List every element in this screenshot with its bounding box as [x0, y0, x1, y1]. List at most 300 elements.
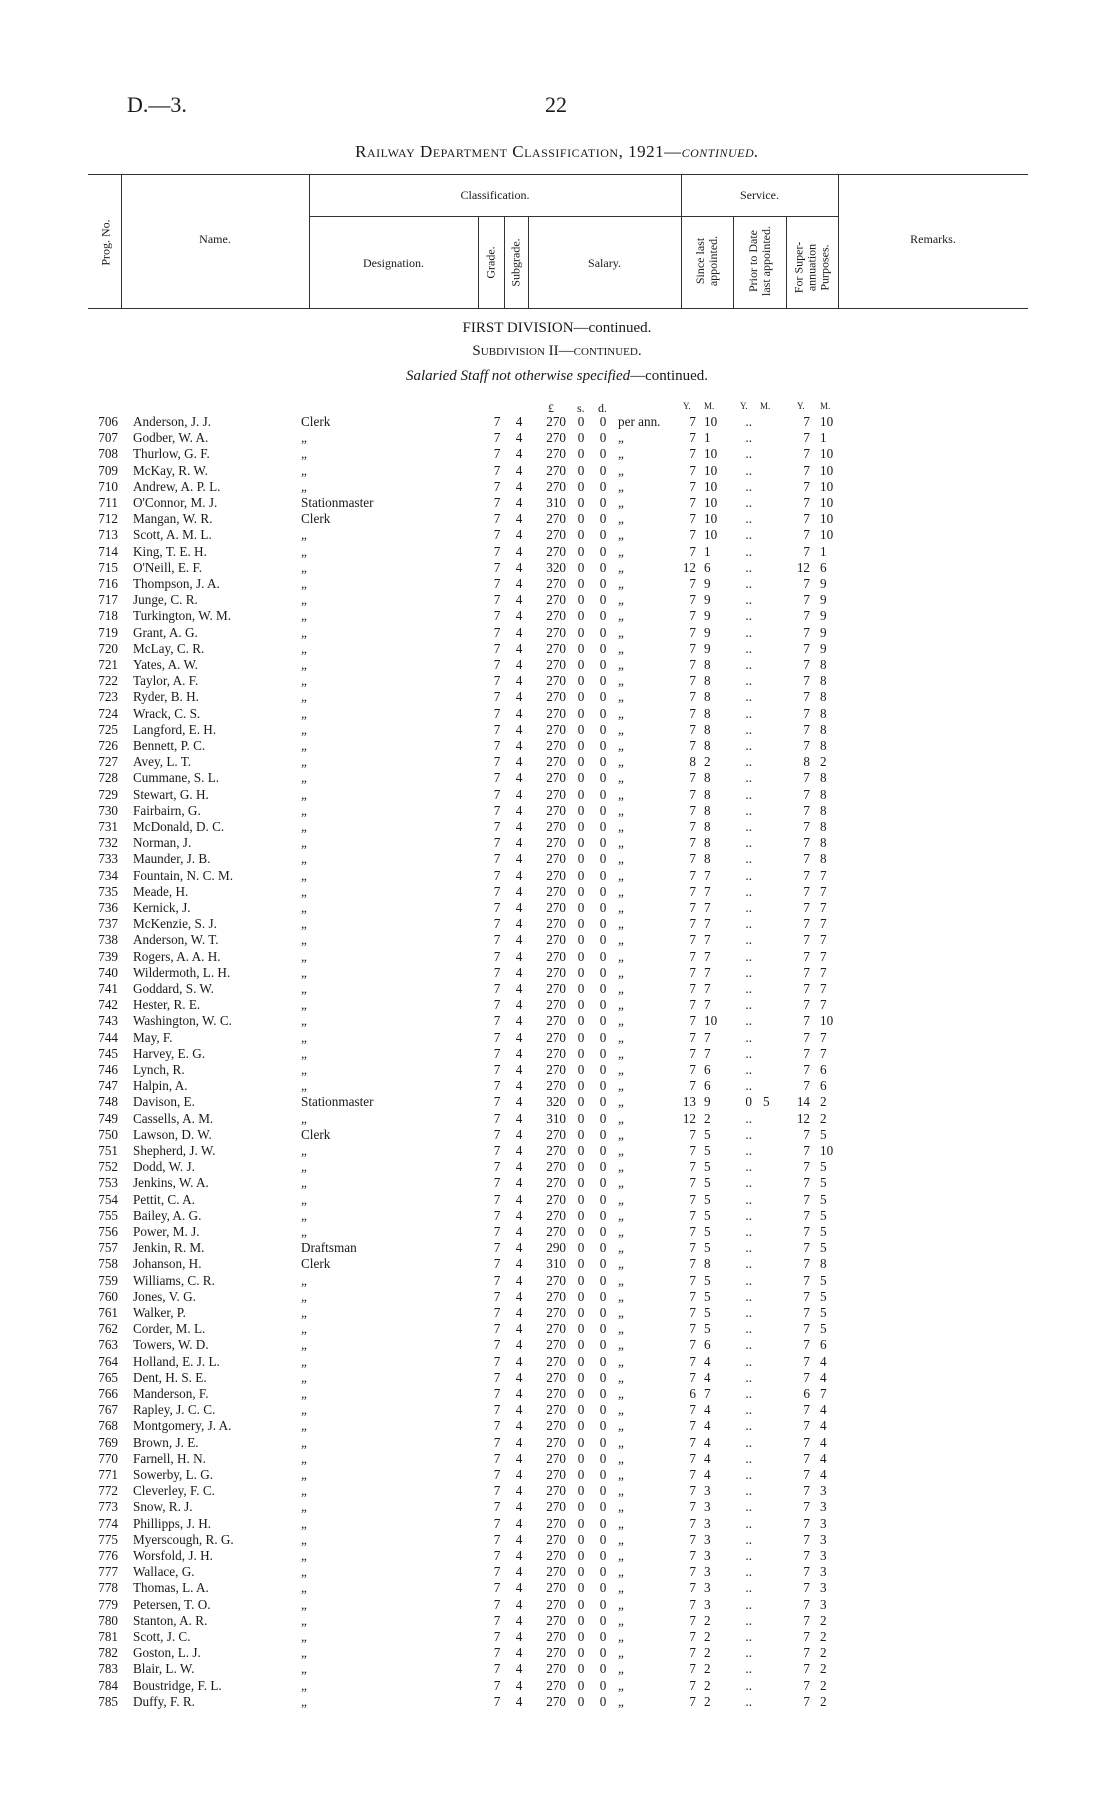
grade: 7	[493, 1256, 501, 1272]
super-months: 5	[820, 1272, 827, 1288]
salary-period: „	[618, 495, 624, 510]
since-months: 6	[704, 1337, 711, 1353]
divider-since	[733, 216, 734, 308]
prior-years: ..	[745, 511, 752, 527]
salary-pounds: 270	[546, 1580, 566, 1596]
prior-years: ..	[745, 1661, 752, 1677]
since-months: 5	[704, 1321, 711, 1337]
salary-pence: 0	[599, 705, 607, 721]
prog-no: 777	[98, 1564, 118, 1580]
grade: 7	[493, 1224, 501, 1239]
table-row	[0, 770, 1114, 786]
salary-shillings: 0	[577, 1013, 585, 1029]
super-months: 3	[820, 1596, 827, 1612]
grade: 7	[493, 1159, 501, 1175]
prog-no: 740	[98, 964, 118, 980]
subgrade: 4	[515, 1645, 523, 1661]
staff-name: Avey, L. T.	[133, 754, 192, 770]
designation: Clerk	[301, 1256, 331, 1272]
salary-shillings: 0	[577, 1045, 585, 1061]
table-row	[0, 1046, 1114, 1062]
since-months: 3	[704, 1548, 711, 1563]
prog-no: 711	[98, 495, 118, 510]
since-months: 5	[704, 1175, 711, 1191]
salary-period: „	[618, 689, 624, 705]
staff-name: Walker, P.	[133, 1305, 186, 1320]
staff-name: Scott, J. C.	[133, 1629, 191, 1644]
prior-years: 0	[745, 1094, 752, 1110]
since-months: 5	[704, 1272, 711, 1288]
salary-pence: 0	[599, 1191, 607, 1207]
salary-pence: 0	[599, 1580, 607, 1596]
super-years: 7	[803, 478, 810, 494]
title-continued: continued.	[681, 142, 759, 161]
super-months: 2	[820, 1677, 827, 1693]
table-row	[0, 1386, 1114, 1402]
staff-name: Blair, L. W.	[133, 1661, 195, 1677]
prog-no: 745	[98, 1045, 118, 1061]
prior-years: ..	[745, 414, 752, 429]
salary-pence: 0	[599, 478, 607, 494]
designation: „	[301, 592, 307, 608]
subgrade: 4	[515, 867, 523, 883]
header-for-super-text: For Super-annuation Purposes.	[791, 241, 832, 294]
subgrade: 4	[515, 835, 523, 851]
grade: 7	[493, 1645, 501, 1661]
super-years: 14	[796, 1094, 810, 1110]
prior-years: ..	[745, 1467, 752, 1482]
subgrade: 4	[515, 1110, 523, 1126]
super-months: 5	[820, 1240, 827, 1256]
super-years: 7	[803, 1029, 810, 1045]
salary-pence: 0	[599, 1207, 607, 1223]
table-row	[0, 1532, 1114, 1548]
since-years: 7	[689, 1191, 696, 1207]
prog-no: 707	[98, 430, 118, 446]
super-months: 2	[820, 1645, 827, 1661]
prior-years: ..	[745, 867, 752, 883]
super-years: 7	[803, 1450, 810, 1466]
salary-shillings: 0	[577, 640, 585, 656]
super-years: 7	[803, 592, 810, 608]
salary-shillings: 0	[577, 1564, 585, 1580]
salary-period: „	[618, 997, 624, 1013]
salary-pence: 0	[599, 997, 607, 1013]
super-years: 7	[803, 1580, 810, 1596]
salary-shillings: 0	[577, 1386, 585, 1401]
table-row	[0, 1030, 1114, 1046]
prog-no: 737	[98, 916, 118, 932]
subgrade: 4	[515, 1418, 523, 1434]
salary-shillings: 0	[577, 867, 585, 883]
salary-pounds: 270	[546, 1499, 566, 1515]
since-years: 7	[689, 721, 696, 737]
salary-period: „	[618, 1045, 624, 1061]
super-years: 8	[803, 754, 810, 770]
table-row	[0, 754, 1114, 770]
prog-no: 746	[98, 1062, 118, 1077]
staff-name: Myerscough, R. G.	[133, 1531, 234, 1547]
grade: 7	[493, 786, 501, 802]
designation: „	[301, 657, 307, 672]
staff-name: McDonald, D. C.	[133, 819, 225, 834]
salary-pence: 0	[599, 414, 607, 429]
since-months: 5	[704, 1288, 711, 1304]
unit-months-super: M.	[820, 401, 831, 411]
table-row	[0, 1694, 1114, 1710]
since-months: 9	[704, 576, 711, 591]
grade: 7	[493, 835, 501, 851]
salary-period: „	[618, 1094, 624, 1110]
prior-years: ..	[745, 786, 752, 802]
designation: „	[301, 478, 307, 494]
prior-years: ..	[745, 1515, 752, 1531]
salary-pounds: 270	[546, 1207, 566, 1223]
salary-shillings: 0	[577, 705, 585, 721]
since-years: 7	[689, 1661, 696, 1677]
super-months: 7	[820, 916, 827, 932]
salary-pence: 0	[599, 657, 607, 672]
since-months: 5	[704, 1159, 711, 1175]
designation: „	[301, 1386, 307, 1401]
prior-years: ..	[745, 1596, 752, 1612]
designation: „	[301, 1580, 307, 1596]
salary-period: „	[618, 559, 624, 575]
since-months: 9	[704, 608, 711, 624]
prior-years: ..	[745, 559, 752, 575]
salary-pence: 0	[599, 916, 607, 932]
salary-pence: 0	[599, 1045, 607, 1061]
prior-years: ..	[745, 705, 752, 721]
salary-period: „	[618, 430, 624, 446]
salary-shillings: 0	[577, 883, 585, 899]
subgrade: 4	[515, 527, 523, 543]
since-months: 8	[704, 705, 711, 721]
prior-years: ..	[745, 576, 752, 591]
unit-pound: £	[548, 401, 554, 415]
salary-period: „	[618, 802, 624, 818]
since-months: 4	[704, 1434, 711, 1450]
designation: „	[301, 446, 307, 462]
super-months: 10	[820, 527, 834, 543]
prog-no: 772	[98, 1483, 118, 1499]
prior-years: ..	[745, 1548, 752, 1563]
salary-shillings: 0	[577, 1450, 585, 1466]
since-years: 7	[689, 446, 696, 462]
subgrade: 4	[515, 981, 523, 996]
super-years: 7	[803, 1612, 810, 1628]
salary-period: „	[618, 1645, 624, 1661]
prior-years: ..	[745, 495, 752, 510]
since-years: 7	[689, 819, 696, 834]
salary-pounds: 270	[546, 1450, 566, 1466]
prog-no: 728	[98, 770, 118, 786]
salary-shillings: 0	[577, 1272, 585, 1288]
super-months: 7	[820, 883, 827, 899]
prog-no: 763	[98, 1337, 118, 1353]
header-designation: Designation.	[363, 256, 424, 270]
prior-years: ..	[745, 1175, 752, 1191]
prior-years: ..	[745, 997, 752, 1013]
designation: Clerk	[301, 511, 331, 527]
since-years: 7	[689, 1143, 696, 1158]
designation: „	[301, 1645, 307, 1661]
subgrade: 4	[515, 1434, 523, 1450]
designation: „	[301, 948, 307, 964]
staff-name: Rogers, A. A. H.	[133, 948, 221, 964]
designation: „	[301, 1305, 307, 1320]
salary-shillings: 0	[577, 851, 585, 867]
unit-shillings: s.	[577, 401, 585, 415]
table-row	[0, 1337, 1114, 1353]
super-months: 8	[820, 786, 827, 802]
staff-name: Bennett, P. C.	[133, 738, 206, 753]
page-number: 22	[545, 92, 567, 117]
prog-no: 730	[98, 802, 118, 818]
salary-period: „	[618, 1256, 624, 1272]
super-months: 8	[820, 802, 827, 818]
salary-pence: 0	[599, 1612, 607, 1628]
super-years: 7	[803, 462, 810, 478]
staff-name: Manderson, F.	[133, 1386, 209, 1401]
prior-years: ..	[745, 1645, 752, 1661]
super-months: 4	[820, 1450, 827, 1466]
since-years: 7	[689, 1483, 696, 1499]
header-prior-to-text: Prior to Date last appointed.	[746, 226, 773, 296]
designation: Stationmaster	[301, 1094, 374, 1110]
prog-no: 718	[98, 608, 118, 624]
designation: „	[301, 1467, 307, 1482]
subgrade: 4	[515, 430, 523, 446]
prog-no: 731	[98, 819, 118, 834]
staff-name: Jones, V. G.	[133, 1288, 196, 1304]
salary-shillings: 0	[577, 770, 585, 786]
super-years: 7	[803, 1207, 810, 1223]
salary-pounds: 320	[546, 1094, 566, 1110]
designation: „	[301, 819, 307, 834]
subgrade: 4	[515, 1029, 523, 1045]
subgrade: 4	[515, 1143, 523, 1158]
super-months: 2	[820, 1629, 827, 1644]
staff-name: Davison, E.	[133, 1094, 195, 1110]
prior-years: ..	[745, 673, 752, 689]
since-months: 8	[704, 802, 711, 818]
since-months: 7	[704, 981, 711, 996]
prior-years: ..	[745, 1677, 752, 1693]
since-years: 7	[689, 835, 696, 851]
super-years: 7	[803, 851, 810, 867]
since-months: 7	[704, 948, 711, 964]
super-months: 4	[820, 1353, 827, 1369]
salary-shillings: 0	[577, 1110, 585, 1126]
salary-shillings: 0	[577, 511, 585, 527]
salary-pence: 0	[599, 1240, 607, 1256]
super-years: 7	[803, 1661, 810, 1677]
prog-no: 784	[98, 1677, 118, 1693]
staff-name: Hester, R. E.	[133, 997, 201, 1013]
prog-no: 767	[98, 1402, 118, 1418]
super-months: 5	[820, 1321, 827, 1337]
since-months: 7	[704, 883, 711, 899]
super-years: 7	[803, 576, 810, 591]
since-years: 7	[689, 883, 696, 899]
super-years: 7	[803, 543, 810, 559]
table-row	[0, 430, 1114, 446]
super-years: 7	[803, 1175, 810, 1191]
salary-pence: 0	[599, 1499, 607, 1515]
designation: „	[301, 576, 307, 591]
staff-name: Ryder, B. H.	[133, 689, 199, 705]
prior-years: ..	[745, 1564, 752, 1580]
prog-no: 719	[98, 624, 118, 640]
table-row	[0, 1062, 1114, 1078]
table-row	[0, 1273, 1114, 1289]
since-years: 7	[689, 964, 696, 980]
grade: 7	[493, 1288, 501, 1304]
grade: 7	[493, 1045, 501, 1061]
staff-name: Stewart, G. H.	[133, 786, 209, 802]
subgrade: 4	[515, 1531, 523, 1547]
since-years: 7	[689, 1531, 696, 1547]
salary-pounds: 270	[546, 802, 566, 818]
salary-shillings: 0	[577, 414, 585, 429]
super-months: 4	[820, 1418, 827, 1434]
salary-pence: 0	[599, 738, 607, 753]
since-months: 7	[704, 964, 711, 980]
table-row	[0, 1678, 1114, 1694]
since-years: 7	[689, 527, 696, 543]
salary-pounds: 270	[546, 1693, 566, 1709]
since-months: 6	[704, 559, 711, 575]
subgrade: 4	[515, 819, 523, 834]
staff-name: Montgomery, J. A.	[133, 1418, 232, 1434]
designation: „	[301, 900, 307, 915]
salary-pounds: 270	[546, 1564, 566, 1580]
staff-name: Snow, R. J.	[133, 1499, 193, 1515]
staff-name: Washington, W. C.	[133, 1013, 232, 1029]
prog-no: 722	[98, 673, 118, 689]
staff-name: Shepherd, J. W.	[133, 1143, 216, 1158]
salary-pence: 0	[599, 851, 607, 867]
since-months: 9	[704, 624, 711, 640]
grade: 7	[493, 414, 501, 429]
staff-name: King, T. E. H.	[133, 543, 207, 559]
designation: „	[301, 1612, 307, 1628]
designation: „	[301, 997, 307, 1013]
grade: 7	[493, 819, 501, 834]
designation: „	[301, 916, 307, 932]
salary-pence: 0	[599, 1483, 607, 1499]
salary-pence: 0	[599, 1450, 607, 1466]
salary-shillings: 0	[577, 1677, 585, 1693]
staff-name: Lynch, R.	[133, 1062, 185, 1077]
staff-name: Thompson, J. A.	[133, 576, 220, 591]
prog-no: 756	[98, 1224, 118, 1239]
staff-name: Godber, W. A.	[133, 430, 209, 446]
since-years: 7	[689, 705, 696, 721]
salary-pounds: 270	[546, 527, 566, 543]
salary-pence: 0	[599, 1305, 607, 1320]
prior-years: ..	[745, 1612, 752, 1628]
super-months: 4	[820, 1467, 827, 1482]
table-row	[0, 495, 1114, 511]
salary-pence: 0	[599, 1693, 607, 1709]
salary-pounds: 270	[546, 1434, 566, 1450]
super-months: 7	[820, 867, 827, 883]
salary-shillings: 0	[577, 981, 585, 996]
unit-years-since: Y.	[683, 401, 691, 411]
since-years: 7	[689, 1596, 696, 1612]
salary-period: „	[618, 1596, 624, 1612]
grade: 7	[493, 495, 501, 510]
prior-years: ..	[745, 478, 752, 494]
salary-period: „	[618, 1110, 624, 1126]
super-months: 6	[820, 1078, 827, 1094]
table-row	[0, 722, 1114, 738]
since-months: 5	[704, 1224, 711, 1239]
salary-pounds: 270	[546, 1418, 566, 1434]
subgrade: 4	[515, 1661, 523, 1677]
super-years: 7	[803, 883, 810, 899]
super-years: 7	[803, 1062, 810, 1077]
salary-period: „	[618, 1159, 624, 1175]
salary-shillings: 0	[577, 527, 585, 543]
prior-years: ..	[745, 1062, 752, 1077]
table-row	[0, 835, 1114, 851]
subgrade: 4	[515, 1693, 523, 1709]
super-years: 7	[803, 738, 810, 753]
salary-shillings: 0	[577, 1305, 585, 1320]
salary-pence: 0	[599, 1175, 607, 1191]
staff-name: Taylor, A. F.	[133, 673, 199, 689]
since-years: 7	[689, 1240, 696, 1256]
salary-shillings: 0	[577, 1661, 585, 1677]
salary-shillings: 0	[577, 592, 585, 608]
salary-shillings: 0	[577, 478, 585, 494]
subgrade: 4	[515, 1450, 523, 1466]
prior-years: ..	[745, 819, 752, 834]
since-months: 10	[704, 1013, 718, 1029]
super-months: 5	[820, 1175, 827, 1191]
subdivision-title: Subdivision II—continued.	[472, 343, 642, 359]
table-row	[0, 446, 1114, 462]
salary-pence: 0	[599, 1094, 607, 1110]
since-months: 4	[704, 1450, 711, 1466]
salary-pounds: 270	[546, 1029, 566, 1045]
since-months: 8	[704, 721, 711, 737]
prior-years: ..	[745, 1629, 752, 1644]
header-prog-no: Prog. No.	[98, 219, 113, 266]
since-years: 7	[689, 1612, 696, 1628]
prior-years: ..	[745, 1450, 752, 1466]
salary-pounds: 270	[546, 1078, 566, 1094]
header-prior-to	[747, 211, 773, 311]
prog-no: 762	[98, 1321, 118, 1337]
salary-pence: 0	[599, 1515, 607, 1531]
staff-name: Boustridge, F. L.	[133, 1677, 222, 1693]
since-months: 7	[704, 1029, 711, 1045]
super-months: 8	[820, 705, 827, 721]
subgrade: 4	[515, 576, 523, 591]
salary-pence: 0	[599, 495, 607, 510]
since-months: 10	[704, 527, 718, 543]
since-years: 7	[689, 802, 696, 818]
prog-no: 734	[98, 867, 118, 883]
table-row	[0, 1564, 1114, 1580]
designation: „	[301, 462, 307, 478]
super-months: 7	[820, 1029, 827, 1045]
classification-underline	[309, 216, 681, 217]
